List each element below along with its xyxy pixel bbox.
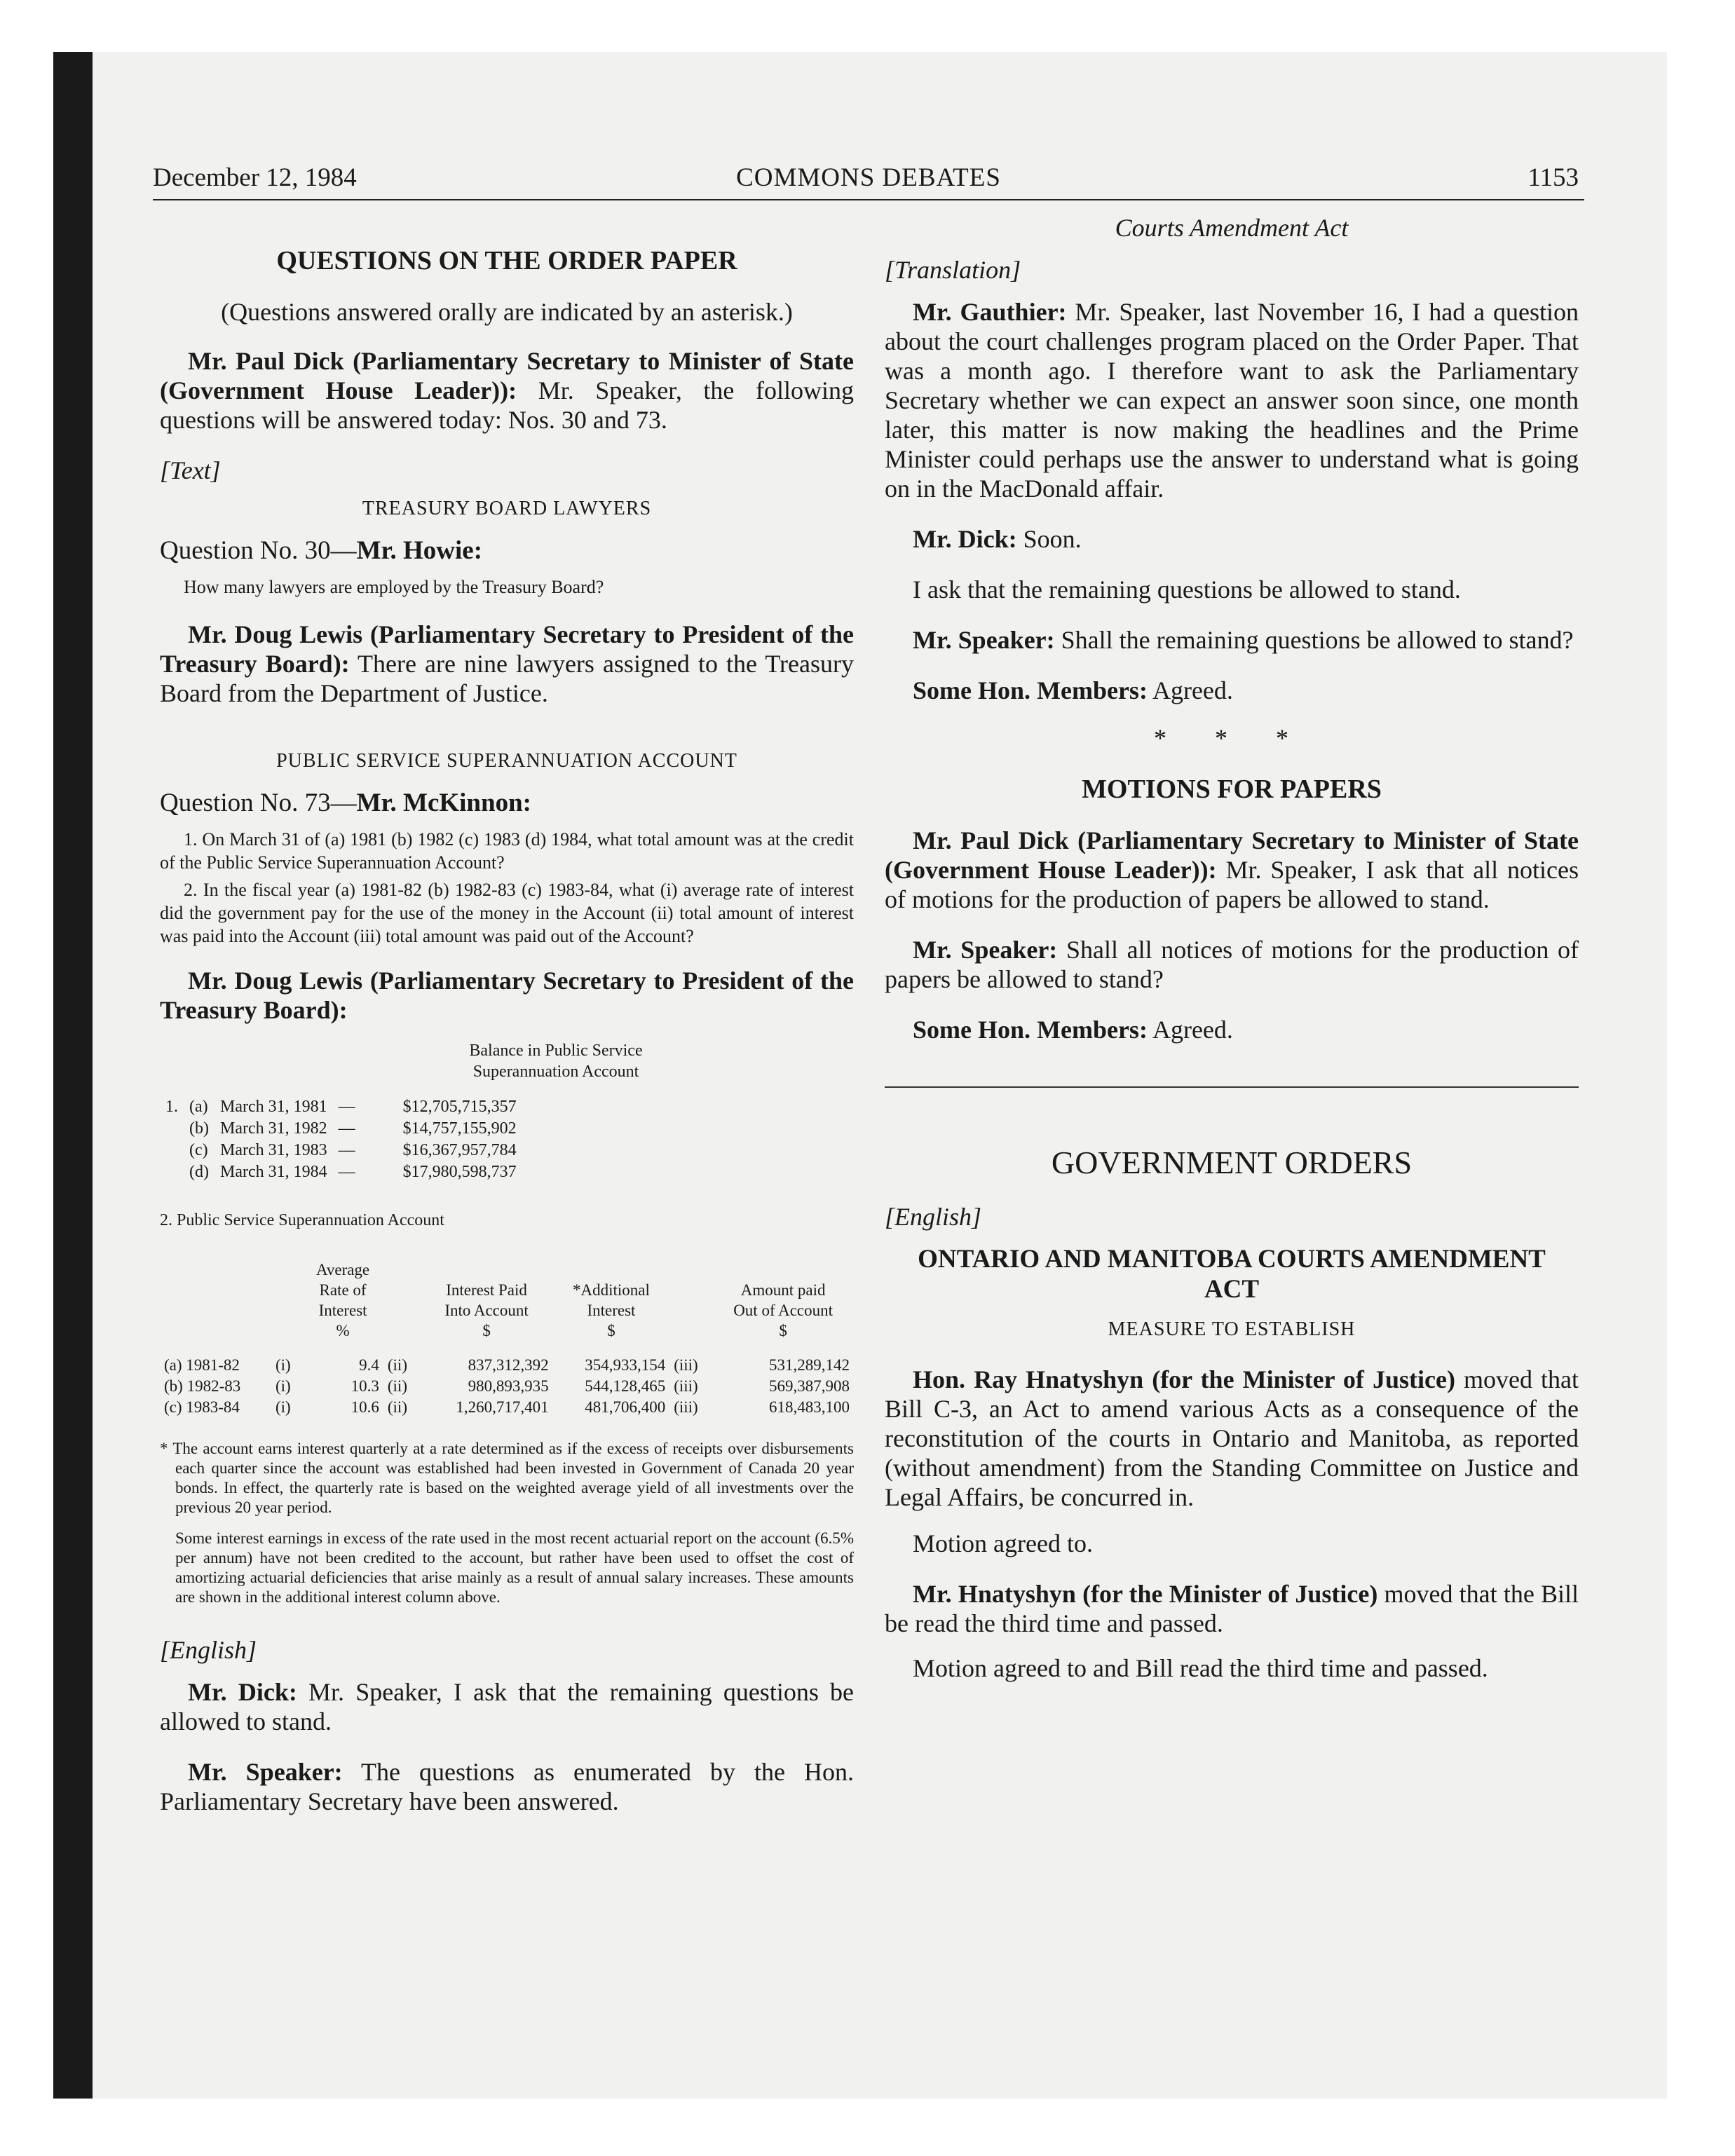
header-line: Into Account: [444, 1302, 529, 1319]
speech-text: moved that Bill C-3, an Act to amend various Acts as a consequence of the reconstitution of the courts in Ontario and Manitoba, as reported (without amendment) from the Standing Committee on Justice and Legal Affairs, be concurred in.: [885, 1365, 1579, 1511]
row-amount: $14,757,155,902: [402, 1119, 517, 1138]
speaker-name: Mr. Paul Dick (Parliamentary Secretary to Minister of State (Government House Leader)):: [160, 347, 854, 404]
cell-year: (a) 1981-82: [164, 1356, 240, 1374]
header-line: Rate of: [319, 1281, 367, 1299]
section-title-motions: MOTIONS FOR PAPERS: [1082, 775, 1382, 804]
paragraph-dick-soon: [885, 524, 1579, 554]
question-73-part-2: 2. In the fiscal year (a) 1981-82 (b) 1982-83 (c) 1983-84, what (i) average rate of interest did the government pay for the use of the money in the Account (ii) total amount of interest was paid into the Account (iii) total amount was paid out of the Account?: [160, 880, 854, 946]
paragraph-speaker-stand: [885, 625, 1579, 655]
question-number: Question No. 73—: [160, 789, 357, 817]
table-row: [160, 1355, 854, 1376]
binding-edge: [53, 52, 93, 2099]
table-row: [160, 1161, 522, 1183]
row-num: 1.: [165, 1098, 178, 1116]
row-letter: (d): [189, 1163, 209, 1181]
speaker-name: Mr. Speaker:: [913, 626, 1055, 654]
header-amount-paid: [712, 1258, 854, 1342]
question-30-heading: [160, 535, 854, 566]
answer-73-intro: [160, 966, 854, 1025]
speaker-name: Mr. Speaker:: [188, 1758, 343, 1786]
header-line: Out of Account: [733, 1302, 833, 1319]
marker-english: [English]: [160, 1636, 257, 1664]
question-73-heading: [160, 788, 854, 818]
cell-year: (b) 1982-83: [164, 1377, 241, 1395]
row-date: March 31, 1982: [219, 1119, 327, 1138]
speaker-name: Mr. Hnatyshyn (for the Minister of Justice): [913, 1580, 1378, 1608]
row-num: [160, 1161, 184, 1183]
cell-marker: (i): [275, 1377, 291, 1395]
speech-text: There are nine lawyers assigned to the Treasury Board from the Department of Justice.: [160, 650, 854, 707]
motion-agreed-2: Motion agreed to and Bill read the third time and passed.: [913, 1654, 1488, 1682]
cell-marker: (iii): [674, 1398, 698, 1416]
header-interest-paid: [420, 1258, 552, 1342]
speaker-name: Mr. Speaker:: [913, 936, 1058, 964]
question-30-text: How many lawyers are employed by the Treasury Board?: [184, 577, 604, 597]
speech-text: Mr. Speaker, the following questions will be answered today: Nos. 30 and 73.: [160, 376, 854, 434]
row-dash: —: [338, 1119, 355, 1138]
paragraph-hnatyshyn-moved: [885, 1365, 1579, 1512]
cell-paid: 837,312,392: [468, 1356, 549, 1374]
row-dash: —: [338, 1163, 355, 1181]
row-date: March 31, 1984: [219, 1163, 327, 1181]
paragraph-agreed-2: [885, 1015, 1579, 1044]
marker-text: [Text]: [160, 456, 221, 484]
header-line: Interest Paid: [446, 1281, 527, 1299]
cell-marker: (ii): [387, 1398, 407, 1416]
paragraph-speaker-motions: [885, 935, 1579, 994]
cell-rate: 10.6: [351, 1398, 379, 1416]
header-rate: [302, 1258, 383, 1342]
page-number: 1153: [1528, 163, 1579, 192]
left-column: [160, 245, 854, 1831]
speaker-name: Mr. Doug Lewis (Parliamentary Secretary to President of the Treasury Board):: [160, 620, 854, 678]
header-line: Interest: [587, 1302, 636, 1319]
row-letter: (c): [189, 1141, 208, 1159]
header-line: $: [607, 1322, 615, 1339]
measure-heading: MEASURE TO ESTABLISH: [1108, 1318, 1356, 1340]
balance-heading-line-2: Superannuation Account: [472, 1063, 639, 1081]
header-line: $: [779, 1322, 787, 1339]
paragraph-agreed-1: [885, 676, 1579, 705]
row-letter: (a): [189, 1098, 208, 1116]
cell-out: 618,483,100: [769, 1398, 850, 1416]
row-date: March 31, 1983: [219, 1141, 327, 1159]
speech-text: Mr. Speaker, I ask that the remaining questions be allowed to stand.: [160, 1678, 855, 1735]
section-separator: * * *: [1154, 724, 1309, 752]
question-number: Question No. 30—: [160, 536, 357, 565]
table-row: [160, 1376, 854, 1397]
speech-text: Soon.: [1016, 525, 1082, 553]
cell-paid: 980,893,935: [468, 1377, 549, 1395]
marker-english: [English]: [885, 1203, 982, 1231]
table-row: [160, 1118, 522, 1140]
question-asker: Mr. McKinnon:: [356, 789, 531, 817]
table-header-row: [160, 1258, 854, 1342]
bill-title: ONTARIO AND MANITOBA COURTS AMENDMENT ACT: [918, 1245, 1546, 1304]
paragraph-dick-intro: [160, 346, 854, 435]
header-date: December 12, 1984: [153, 163, 357, 192]
cell-marker: (i): [275, 1356, 291, 1374]
section-rule: [885, 1086, 1579, 1088]
speech-text: moved that the Bill be read the third time and passed.: [885, 1580, 1579, 1637]
header-line: Interest: [318, 1302, 367, 1319]
speaker-name: Hon. Ray Hnatyshyn (for the Minister of Justice): [913, 1365, 1455, 1393]
row-num: [160, 1140, 184, 1161]
speech-text: Mr. Speaker, I ask that all notices of motions for the production of papers be allowed to stand.: [885, 856, 1579, 913]
answer-30: [160, 620, 854, 708]
questions-subtitle: (Questions answered orally are indicated by an asterisk.): [221, 298, 793, 326]
speaker-name: Mr. Dick:: [188, 1678, 297, 1706]
paragraph-dick-stand: [160, 1677, 854, 1736]
footnote-additional: Some interest earnings in excess of the rate used in the most recent actuarial report on the account (6.5% per annum) have not been credited to the account, but rather have been used to offset the cost of amortizing actuarial deficiencies that arise mainly as a result of annual salary increases. These amounts are shown in the additional interest column above.: [175, 1529, 854, 1606]
table-row: [160, 1096, 522, 1118]
cell-marker: (ii): [387, 1377, 407, 1395]
speaker-name: Mr. Gauthier:: [913, 298, 1067, 326]
header-line: Average: [315, 1261, 370, 1278]
cell-year: (c) 1983-84: [164, 1398, 240, 1416]
balance-table-heading: [258, 1040, 854, 1082]
cell-rate: 10.3: [351, 1377, 379, 1395]
heading-treasury-board-lawyers: TREASURY BOARD LAWYERS: [362, 498, 652, 519]
psa-table-label: 2. Public Service Superannuation Account: [160, 1211, 444, 1229]
cell-rate: 9.4: [359, 1356, 379, 1374]
row-amount: $16,367,957,784: [402, 1141, 517, 1159]
header-line: Amount paid: [740, 1281, 826, 1299]
cell-marker: (ii): [387, 1356, 407, 1374]
cell-out: 531,289,142: [769, 1356, 850, 1374]
speaker-name: Mr. Dick:: [913, 525, 1017, 553]
row-date: March 31, 1981: [219, 1098, 327, 1116]
cell-additional: 481,706,400: [585, 1398, 666, 1416]
header-line: %: [336, 1322, 350, 1339]
paragraph-hnatyshyn-third: [885, 1579, 1579, 1638]
cell-paid: 1,260,717,401: [456, 1398, 549, 1416]
header-line: *Additional: [572, 1281, 650, 1299]
speaker-name: Mr. Doug Lewis (Parliamentary Secretary to President of the Treasury Board):: [160, 967, 854, 1024]
page-header: [153, 163, 1584, 200]
table-row: [160, 1140, 522, 1161]
row-amount: $12,705,715,357: [402, 1098, 517, 1116]
speech-text: Agreed.: [1147, 676, 1233, 704]
right-column: [885, 213, 1579, 1698]
cell-out: 569,387,908: [769, 1377, 850, 1395]
paragraph-ask-stand: I ask that the remaining questions be allowed to stand.: [913, 575, 1461, 603]
heading-psa: PUBLIC SERVICE SUPERANNUATION ACCOUNT: [276, 750, 737, 772]
paragraph-speaker-answered: [160, 1757, 854, 1816]
paragraph-dick-motions: [885, 826, 1579, 914]
paragraph-gauthier: [885, 297, 1579, 503]
row-dash: —: [338, 1098, 355, 1116]
cell-marker: (i): [275, 1398, 291, 1416]
row-letter: (b): [189, 1119, 209, 1138]
cell-additional: 544,128,465: [585, 1377, 666, 1395]
question-73-part-1: 1. On March 31 of (a) 1981 (b) 1982 (c) 1983 (d) 1984, what total amount was at the credit of the Public Service Superannuation Account?: [160, 829, 854, 873]
interest-table: [160, 1258, 854, 1418]
row-amount: $17,980,598,737: [402, 1163, 517, 1181]
speech-text: The questions as enumerated by the Hon. Parliamentary Secretary have been answered.: [160, 1758, 855, 1815]
balance-table: [160, 1096, 522, 1183]
cell-additional: 354,933,154: [585, 1356, 666, 1374]
marker-translation: [Translation]: [885, 256, 1021, 284]
question-asker: Mr. Howie:: [356, 536, 483, 565]
speaker-name: Some Hon. Members:: [913, 1016, 1148, 1044]
cell-marker: (iii): [674, 1377, 698, 1395]
cell-marker: (iii): [674, 1356, 698, 1374]
table-row: [160, 1397, 854, 1418]
section-title-government-orders: GOVERNMENT ORDERS: [1051, 1145, 1413, 1180]
speech-text: Mr. Speaker, last November 16, I had a question about the court challenges program placed on the Order Paper. That was a month ago. I therefore want to ask the Parliamentary Secretary whether we can expect an answer soon since, one month later, this matter is now making the headlines and the Prime Minister could perhaps use the answer to understand what is going on in the MacDonald affair.: [885, 298, 1579, 503]
section-title-questions: QUESTIONS ON THE ORDER PAPER: [276, 246, 737, 275]
header-additional-interest: [553, 1258, 670, 1342]
footnote-asterisk: * The account earns interest quarterly at a rate determined as if the excess of receipts over disbursements each quarter since the account was established had been invested in Government of Canada 20 year bonds. In effect, the quarterly rate is based on the weighted average yield of all investments over the previous 20 year period.: [160, 1440, 854, 1516]
row-dash: —: [338, 1141, 355, 1159]
speaker-name: Mr. Paul Dick (Parliamentary Secretary to Minister of State (Government House Leader)):: [885, 826, 1579, 884]
row-num: [160, 1118, 184, 1140]
speaker-name: Some Hon. Members:: [913, 676, 1148, 704]
running-head: Courts Amendment Act: [1115, 214, 1349, 242]
speech-text: Shall the remaining questions be allowed to stand?: [1054, 626, 1574, 654]
motion-agreed-1: Motion agreed to.: [913, 1529, 1093, 1557]
speech-text: Shall all notices of motions for the production of papers be allowed to stand?: [885, 936, 1579, 993]
header-title: COMMONS DEBATES: [736, 163, 1001, 192]
header-line: $: [482, 1322, 491, 1339]
speech-text: Agreed.: [1147, 1016, 1233, 1044]
balance-heading-line-1: Balance in Public Service: [469, 1042, 643, 1060]
